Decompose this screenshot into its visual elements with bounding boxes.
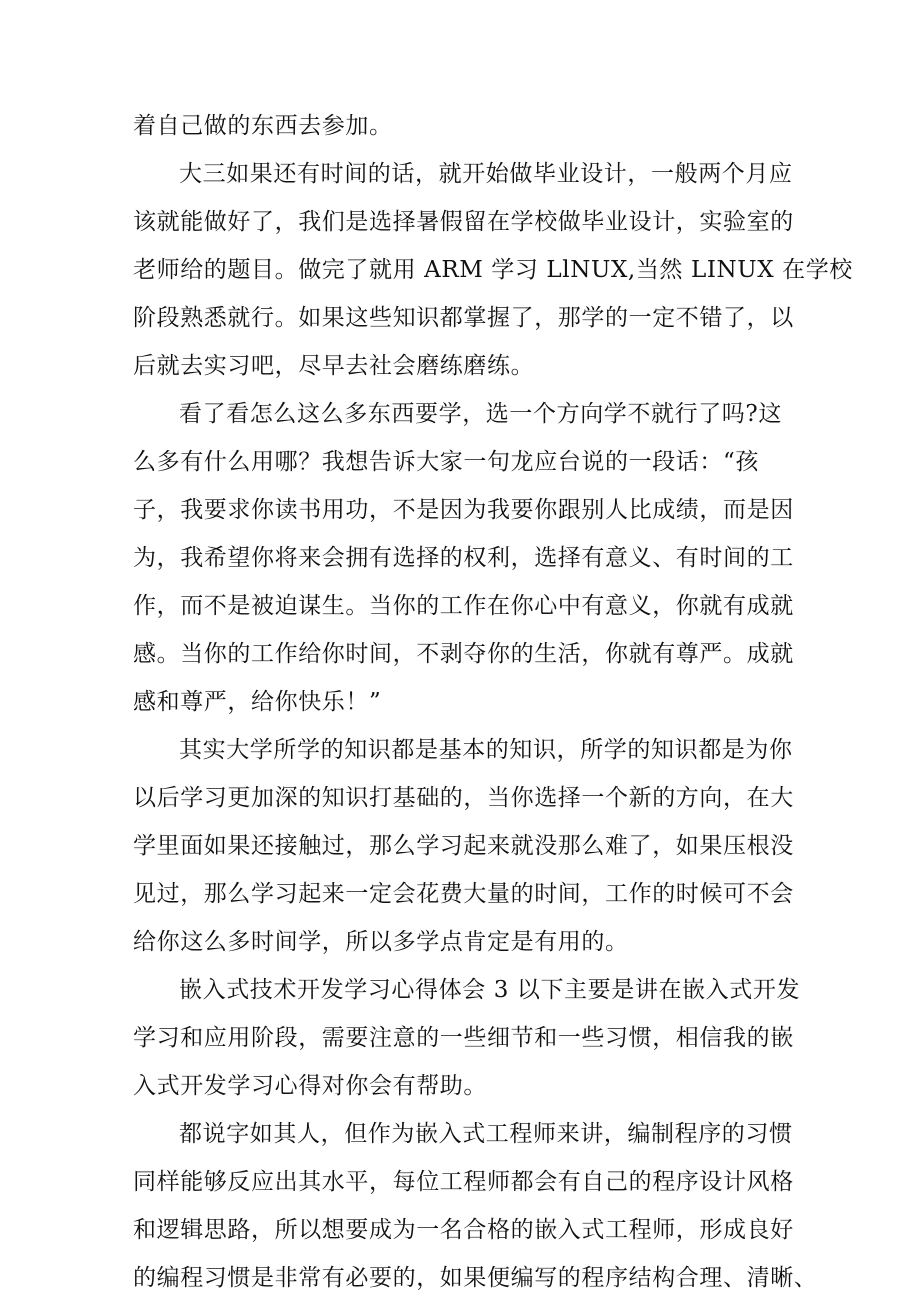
text-line: 入式开发学习心得对你会有帮助。 — [133, 1073, 487, 1099]
text-line: 学里面如果还接触过，那么学习起来就没那么难了，如果压根没 — [133, 833, 794, 859]
text-line: 其实大学所学的知识都是基本的知识，所学的知识都是为你 — [179, 737, 793, 763]
text-line: 同样能够反应出其水平，每位工程师都会有自己的程序设计风格 — [133, 1169, 794, 1195]
text-line: 嵌入式技术开发学习心得体会 3 以下主要是讲在嵌入式开发 — [179, 977, 801, 1003]
text-line: 老师给的题目。做完了就用 ARM 学习 LlNUX,当然 LINUX 在学校 — [133, 257, 853, 283]
text-line: 以后学习更加深的知识打基础的，当你选择一个新的方向，在大 — [133, 785, 794, 811]
paragraph-basic-knowledge — [133, 726, 798, 966]
text-line: 作，而不是被迫谋生。当你的工作在你心中有意义，你就有成就 — [133, 593, 794, 619]
text-line: 么多有什么用哪？我想告诉大家一句龙应台说的一段话：“孩 — [133, 449, 759, 475]
text-line: 该就能做好了，我们是选择暑假留在学校做毕业设计，实验室的 — [133, 209, 794, 235]
text-line: 感和尊严，给你快乐！” — [133, 689, 382, 715]
paragraph-section-3-intro — [133, 966, 801, 1110]
text-line: 和逻辑思路，所以想要成为一名合格的嵌入式工程师，形成良好 — [133, 1217, 794, 1243]
text-line: 学习和应用阶段，需要注意的一些细节和一些习惯，相信我的嵌 — [133, 1025, 794, 1051]
text-line: 感。当你的工作给你时间，不剥夺你的生活，你就有尊严。成就 — [133, 641, 794, 667]
text-line: 子，我要求你读书用功，不是因为我要你跟别人比成绩，而是因 — [133, 497, 794, 523]
text-line: 见过，那么学习起来一定会花费大量的时间，工作的时候可不会 — [133, 881, 794, 907]
text-line: 大三如果还有时间的话，就开始做毕业设计，一般两个月应 — [179, 161, 793, 187]
text-line: 都说字如其人，但作为嵌入式工程师来讲，编制程序的习惯 — [179, 1121, 793, 1147]
text-line: 着自己做的东西去参加。 — [133, 113, 393, 139]
document-body — [133, 102, 853, 1302]
paragraph-programming-habits — [133, 1110, 818, 1302]
text-line: 的编程习惯是非常有必要的，如果便编写的程序结构合理、清晰、 — [133, 1265, 818, 1291]
paragraph-graduation-design — [133, 150, 853, 390]
text-line: 后就去实习吧，尽早去社会磨练磨练。 — [133, 353, 535, 379]
text-line: 看了看怎么这么多东西要学，选一个方向学不就行了吗?这 — [179, 401, 782, 427]
text-line: 给你这么多时间学，所以多学点肯定是有用的。 — [133, 929, 629, 955]
paragraph-quote — [133, 390, 798, 726]
text-line: 阶段熟悉就行。如果这些知识都掌握了，那学的一定不错了，以 — [133, 305, 794, 331]
text-line: 为，我希望你将来会拥有选择的权利，选择有意义、有时间的工 — [133, 545, 794, 571]
paragraph-continuation — [133, 102, 798, 150]
